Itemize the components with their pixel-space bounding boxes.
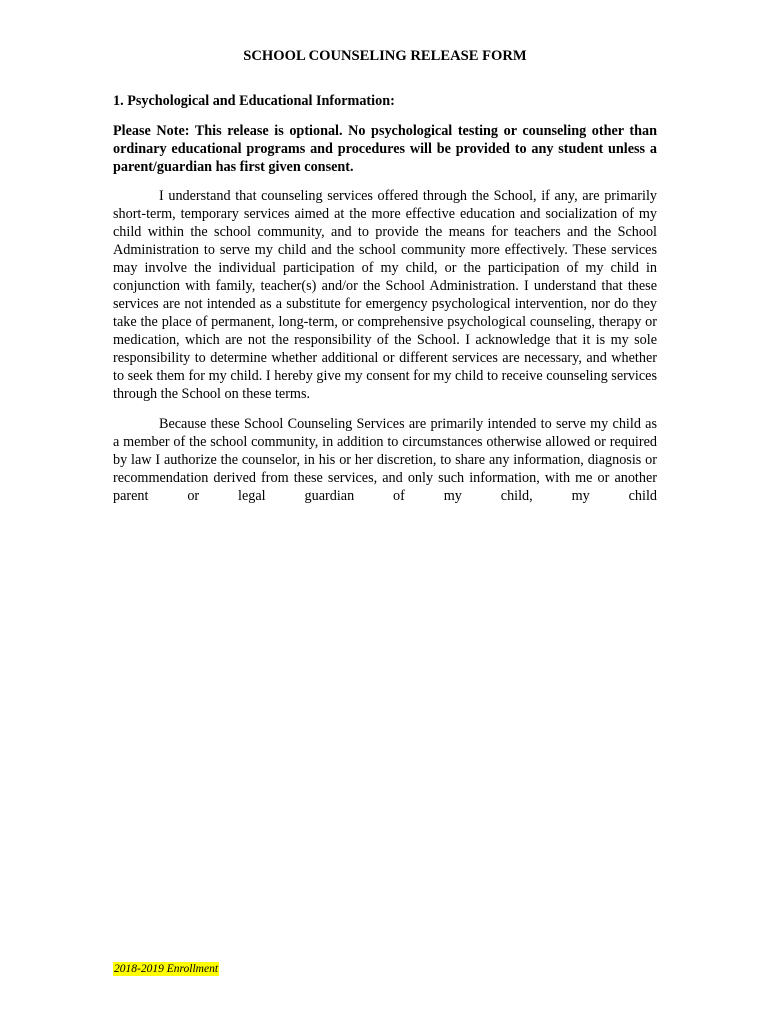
form-title: SCHOOL COUNSELING RELEASE FORM (243, 48, 527, 64)
document-body (113, 47, 657, 517)
enrollment-year-footer: 2018-2019 Enrollment (114, 963, 219, 975)
optional-release-note: Please Note: This release is optional. No psychological testing or counseling other than ordinary educational programs and procedures will be provided to any student unless a parent/guardian has first given consent. (113, 123, 657, 175)
consent-paragraph: I understand that counseling services offered through the School, if any, are primarily short-term, temporary services aimed at the more effective education and socialization of my child within the school community, and to provide the means for teachers and the School Administration to serve my child and the school community more effectively. These services may involve the individual participation of my child, or the participation of my child in conjunction with family, teacher(s) and/or the School Administration. I understand that these services are not intended as a substitute for emergency psychological intervention, nor do they take the place of permanent, long-term, or comprehensive psychological counseling, therapy or medication, which are not the responsibility of the School. I acknowledge that it is my sole responsibility to determine whether additional or different services are necessary, and whether to seek them for my child. I hereby give my consent for my child to receive counseling services through the School on these terms. (113, 188, 657, 402)
section-heading: 1. Psychological and Educational Information: (113, 93, 395, 109)
information-sharing-paragraph: Because these School Counseling Services are primarily intended to serve my child as a member of the school community, in addition to circumstances otherwise allowed or required by law I authorize the counselor, in his or her discretion, to share any information, diagnosis or recommendation derived from these services, and only such information, with me or another parent or legal guardian of my child, my child (113, 416, 657, 504)
